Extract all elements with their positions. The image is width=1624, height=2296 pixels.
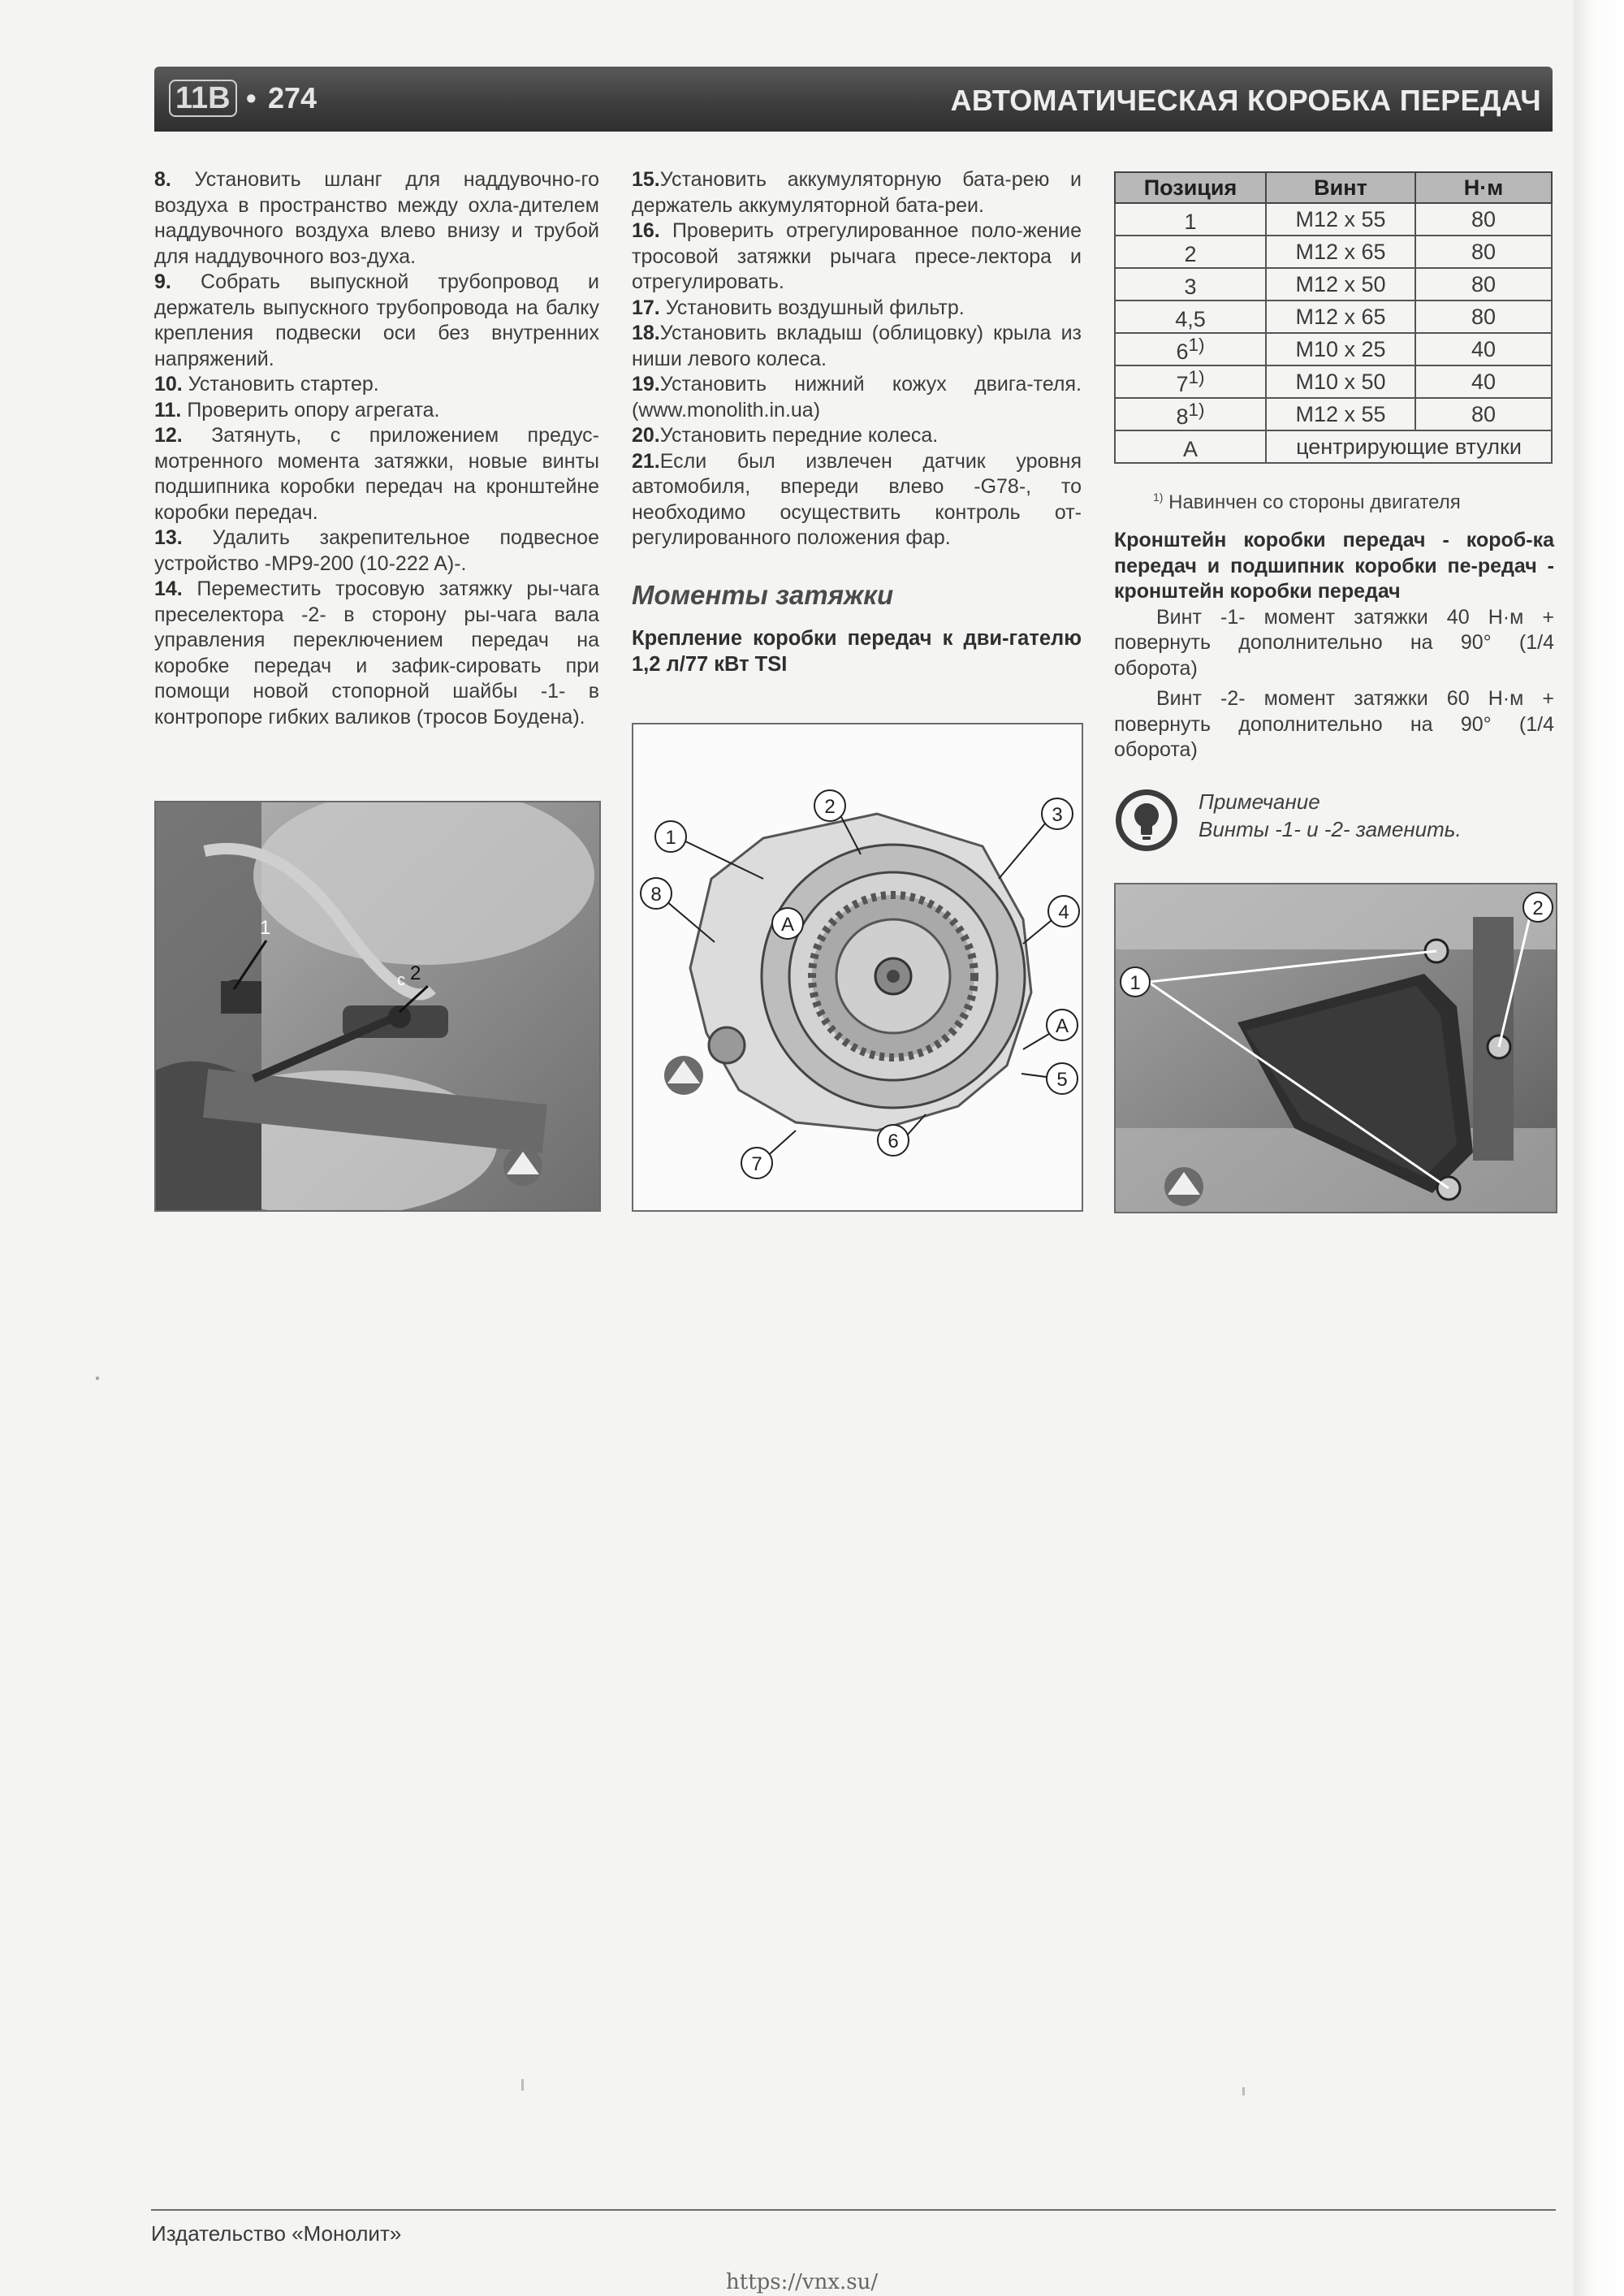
callout-1 — [655, 821, 686, 852]
callout-5 — [1047, 1063, 1078, 1094]
table-row — [1115, 430, 1552, 463]
bracket-heading: Кронштейн коробки передач - короб-ка передач и подшипник коробки пе-редач - кронштейн коробки передач — [1114, 529, 1554, 603]
cell-position — [1115, 333, 1266, 365]
step-text: Удалить закрепительное подвесное устройство -MP9-200 (10-222 A)-. — [154, 526, 599, 575]
step-number: 12. — [154, 424, 183, 447]
step-number: 9. — [154, 270, 171, 293]
callout-label: A — [780, 914, 795, 936]
chapter-title: АВТОМАТИЧЕСКАЯ КОРОБКА ПЕРЕДАЧ — [950, 84, 1541, 117]
step-11 — [154, 398, 599, 424]
step-number: 15. — [632, 168, 660, 191]
table-header-row — [1115, 172, 1552, 203]
step-9 — [154, 270, 599, 372]
page-number: 274 — [268, 81, 317, 115]
cell-bolt: M12 x 50 — [1266, 268, 1415, 301]
table-row — [1115, 236, 1552, 268]
callout-label: 3 — [1052, 804, 1063, 826]
step-number: 14. — [154, 577, 183, 600]
callout-label: 2 — [1532, 897, 1544, 919]
step-text: Затянуть, с приложением предус-мотренного момента затяжки, новые винты подшипника коробки передач на кронштейне коробки передач. — [154, 424, 599, 524]
cell-torque: 80 — [1415, 203, 1552, 236]
column-middle — [632, 167, 1082, 677]
column-header-position: Позиция — [1115, 172, 1266, 203]
position-value: A — [1182, 436, 1198, 461]
footnote-text: Навинчен со стороны двигателя — [1168, 491, 1461, 513]
step-18 — [632, 321, 1082, 372]
step-20 — [632, 423, 1082, 449]
position-value: 7 — [1176, 371, 1189, 396]
callout-label: 7 — [751, 1153, 762, 1175]
step-13 — [154, 525, 599, 577]
callout-label: 1 — [1129, 972, 1141, 994]
step-text: Установить передние колеса. — [659, 424, 939, 447]
scan-speck — [521, 2079, 524, 2091]
step-21 — [632, 449, 1082, 551]
step-text: Если был извлечен датчик уровня автомобиля, впереди влево -G78-, то необходимо осуществить контроль от-регулированного положения фар. — [632, 449, 1082, 549]
cell-position — [1115, 268, 1266, 301]
scan-speck — [1242, 2087, 1245, 2095]
position-value: 2 — [1184, 241, 1197, 266]
step-text: Переместить тросовую затяжку ры-чага преселектора -2- в сторону ры-чага вала управления переключением передач на коробке передач и зафик-сировать при помощи новой стопорной шайбы -1- в контропоре гибких валиков (тросов Боудена). — [154, 577, 599, 729]
table-row — [1115, 203, 1552, 236]
step-number: 21. — [632, 449, 660, 473]
subheading-mounting: Крепление коробки передач к дви-гателю 1,2 л/77 кВт TSI — [632, 627, 1082, 676]
position-value: 8 — [1176, 404, 1189, 429]
callout-a-left — [772, 908, 803, 939]
footer-rule — [151, 2209, 1556, 2211]
callout-8 — [641, 878, 672, 909]
step-text: Установить воздушный фильтр. — [665, 296, 965, 319]
step-12 — [154, 423, 599, 525]
table-row — [1115, 333, 1552, 365]
column-right — [1114, 528, 1554, 763]
fig1-callout-c: c — [397, 971, 405, 989]
callout-6 — [878, 1125, 909, 1156]
table-row — [1115, 365, 1552, 398]
cell-torque: 80 — [1415, 268, 1552, 301]
note-title: Примечание — [1199, 789, 1320, 814]
fig1-label-1: 1 — [260, 917, 271, 939]
callout-a-right — [1047, 1010, 1078, 1040]
cell-position — [1115, 365, 1266, 398]
step-number: 19. — [632, 373, 660, 396]
cell-torque: 40 — [1415, 365, 1552, 398]
step-10 — [154, 372, 599, 398]
watermark-url: https://vnx.su/ — [726, 2270, 879, 2294]
cell-bolt: M12 x 65 — [1266, 301, 1415, 333]
step-text: Установить вкладыш (облицовку) крыла из ниши левого колеса. — [632, 322, 1082, 370]
callout-label: 8 — [650, 884, 662, 906]
cell-bolt: M10 x 25 — [1266, 333, 1415, 365]
callout-4 — [1048, 896, 1079, 927]
section-heading-torque: Моменты затяжки — [632, 579, 894, 610]
publisher-name: Издательство «Монолит» — [151, 2221, 402, 2246]
footnote-mark: 1) — [1188, 366, 1205, 387]
step-text: Проверить отрегулированное поло-жение тросовой затяжки рычага пресе-лектора и отрегулировать. — [632, 219, 1082, 293]
callout-3 — [1042, 798, 1073, 829]
callout-2 — [814, 790, 845, 821]
cell-position — [1115, 301, 1266, 333]
page-header — [154, 67, 1553, 132]
step-19 — [632, 372, 1082, 423]
torque-table — [1114, 171, 1553, 464]
cell-torque: 80 — [1415, 301, 1552, 333]
table-row — [1115, 268, 1552, 301]
diagram-gearbox-bolts — [632, 723, 1083, 1212]
callout-7 — [741, 1148, 772, 1178]
step-text: Установить аккумуляторную бата-рею и держатель аккумуляторной бата-реи. — [632, 168, 1082, 217]
cell-bolt: M12 x 55 — [1266, 398, 1415, 430]
monolith-logo — [503, 1147, 542, 1186]
step-15 — [632, 167, 1082, 218]
step-16 — [632, 218, 1082, 296]
column-header-torque: Н·м — [1415, 172, 1552, 203]
footnote-mark: 1) — [1188, 334, 1205, 355]
callout-2 — [1523, 893, 1553, 922]
step-text: Установить стартер. — [188, 373, 379, 396]
note-box — [1114, 786, 1554, 859]
cell-bolt: центрирующие втулки — [1266, 430, 1552, 463]
cell-bolt: M12 x 55 — [1266, 203, 1415, 236]
callout-label: 1 — [665, 827, 676, 849]
cell-torque: 80 — [1415, 236, 1552, 268]
bolt-2-spec: Винт -2- момент затяжки 60 Н·м + повернуть дополнительно на 90° (1/4 оборота) — [1114, 687, 1554, 761]
position-value: 4,5 — [1175, 306, 1206, 331]
table-row — [1115, 301, 1552, 333]
cell-position — [1115, 203, 1266, 236]
note-text: Винты -1- и -2- заменить. — [1199, 817, 1462, 841]
position-value: 1 — [1184, 209, 1197, 234]
step-17 — [632, 296, 1082, 322]
step-number: 18. — [632, 322, 660, 344]
header-bullet: • — [246, 81, 257, 115]
step-8 — [154, 167, 599, 270]
footnote-mark: 1) — [1153, 491, 1164, 504]
bolt-1-spec: Винт -1- момент затяжки 40 Н·м + повернуть дополнительно на 90° (1/4 оборота) — [1114, 605, 1554, 680]
cell-bolt: M12 x 65 — [1266, 236, 1415, 268]
cell-bolt: M10 x 50 — [1266, 365, 1415, 398]
table-footnote — [1153, 491, 1461, 514]
section-badge: 11B — [169, 80, 237, 117]
fig1-label-2: 2 — [410, 962, 421, 984]
step-number: 16. — [632, 219, 660, 242]
callout-1 — [1121, 967, 1150, 997]
step-text: Собрать выпускной трубопровод и держатель выпускного трубопровода на балку крепления подвески оси без внутренних напряжений. — [154, 270, 599, 370]
step-number: 8. — [154, 168, 171, 191]
cell-torque: 40 — [1415, 333, 1552, 365]
photo-gearbox-bracket — [1114, 883, 1557, 1213]
footnote-mark: 1) — [1188, 399, 1205, 420]
callout-label: 4 — [1058, 902, 1069, 923]
table-row — [1115, 398, 1552, 430]
cell-position — [1115, 236, 1266, 268]
callout-label: 5 — [1056, 1069, 1068, 1091]
scan-speck — [96, 1377, 99, 1380]
callout-label: 2 — [824, 796, 836, 818]
cell-position — [1115, 430, 1266, 463]
step-text: Проверить опору агрегата. — [187, 398, 440, 422]
monolith-logo — [664, 1056, 703, 1095]
cell-position — [1115, 398, 1266, 430]
callout-label: A — [1055, 1015, 1069, 1037]
callout-label: 6 — [888, 1131, 899, 1152]
step-text: Установить шланг для наддувочно-го воздуха в пространство между охла-дителем наддувочного воздуха влево внизу и трубой для наддувочного воз-духа. — [154, 168, 599, 268]
cell-torque: 80 — [1415, 398, 1552, 430]
page-edge — [1574, 0, 1624, 2296]
column-left — [154, 167, 599, 730]
photo-selector-cable — [154, 801, 601, 1212]
lightbulb-icon — [1114, 788, 1179, 853]
step-number: 10. — [154, 373, 183, 396]
column-header-bolt: Винт — [1266, 172, 1415, 203]
position-value: 6 — [1176, 339, 1189, 364]
position-value: 3 — [1184, 274, 1197, 299]
step-number: 17. — [632, 296, 660, 319]
step-text: Установить нижний кожух двига-теля. (www.monolith.in.ua) — [632, 373, 1082, 422]
step-number: 13. — [154, 526, 183, 549]
monolith-logo — [1164, 1167, 1203, 1206]
step-14 — [154, 577, 599, 730]
step-number: 20. — [632, 424, 660, 447]
step-number: 11. — [154, 398, 182, 422]
